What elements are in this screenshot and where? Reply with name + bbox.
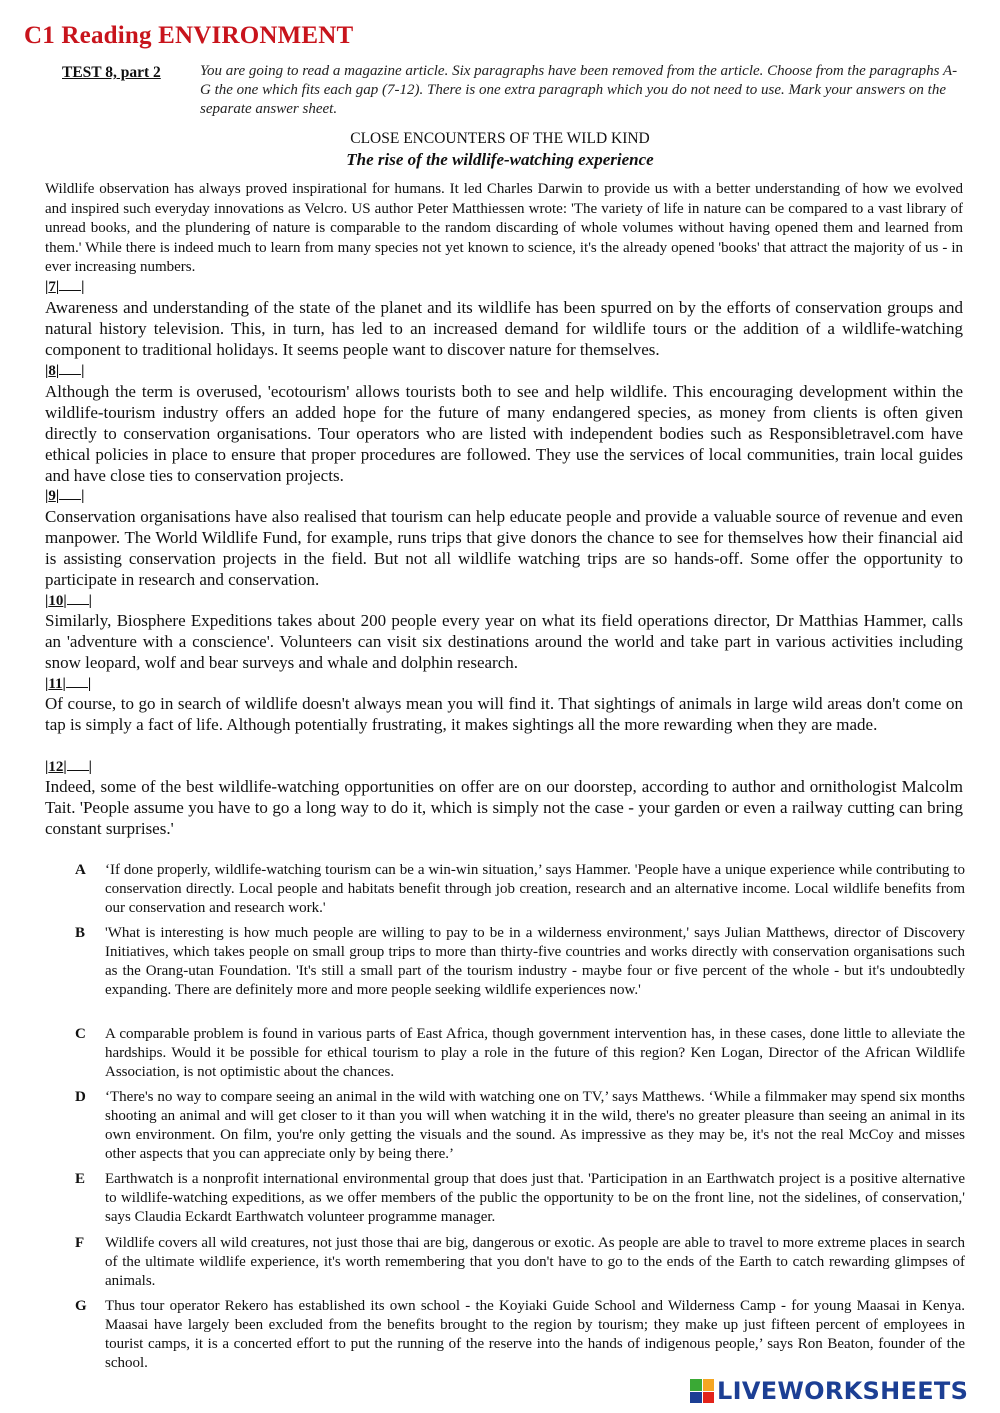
paragraph-8: Although the term is overused, 'ecotourism' allows tourists both to see and help wildlife. This encouraging development within the wildlife-tourism industry offers an added hope for the future of many endangered species, as money from clients is often given directly to conservation organisations. Tour operators who are listed with independent bodies such as Responsibletravel.com have ethical policies in place to ensure that proper procedures are followed. They use the services of local communities, train local guides and have close ties to conservation projects. bbox=[45, 382, 963, 485]
option-letter: B bbox=[75, 925, 86, 941]
option-letter: A bbox=[75, 862, 86, 878]
gap-9[interactable]: |9| | bbox=[45, 488, 85, 504]
option-letter: D bbox=[75, 1089, 86, 1105]
document-title: C1 Reading ENVIRONMENT bbox=[24, 22, 354, 49]
gap-blank[interactable] bbox=[59, 362, 81, 375]
article-subtitle: The rise of the wildlife-watching experience bbox=[346, 150, 654, 169]
gap-number: 9 bbox=[48, 488, 56, 504]
test-label: TEST 8, part 2 bbox=[62, 64, 161, 81]
instructions: You are going to read a magazine article. Six paragraphs have been removed from the article. Choose from the paragraphs A-G the one which fits each gap (7-12). There is one extra paragraph which you do not need to use. Mark your answers on the separate answer sheet. bbox=[200, 63, 958, 117]
gap-number: 7 bbox=[48, 279, 56, 295]
option-letter: G bbox=[75, 1298, 87, 1314]
gap-10[interactable]: |10| | bbox=[45, 593, 92, 609]
logo-square-orange bbox=[703, 1379, 715, 1391]
option-f[interactable] bbox=[75, 1234, 965, 1291]
option-e[interactable] bbox=[75, 1170, 965, 1227]
option-c[interactable] bbox=[75, 1025, 965, 1082]
gap-8[interactable]: |8| | bbox=[45, 363, 85, 379]
option-text: Earthwatch is a nonprofit international environmental group that does just that. 'Participation in an Earthwatch project is a positive alternative to wildlife-watching expeditions, as we offer members of the public the opportunity to be on the front line, not the sidelines, of conservation,' says Claudia Eckardt Earthwatch volunteer programme manager. bbox=[105, 1171, 965, 1225]
option-letter: E bbox=[75, 1171, 86, 1187]
option-a[interactable] bbox=[75, 861, 965, 918]
option-text: ‘If done properly, wildlife-watching tourism can be a win-win situation,’ says Hammer. 'People have a unique experience while contributing to conservation directly. Local people and habitats benefit through job creation, research and an alternative income. Local wildlife benefits from our conservation and research work.' bbox=[105, 862, 965, 916]
option-text: 'What is interesting is how much people are willing to pay to be in a wilderness environment,' says Julian Matthews, director of Discovery Initiatives, which takes people on small group trips to more than thirty-five countries and works directly with conservation organisations such as the Orang-utan Foundation. 'It's still a small part of the tourism industry - maybe four or five percent of the whole - but it's undoubtedly expanding. There are definitely more and more people seeking wildlife experiences now.' bbox=[105, 925, 965, 998]
logo-icon bbox=[690, 1379, 714, 1403]
option-text: ‘There's no way to compare seeing an animal in the wild with watching one on TV,’ says Matthews. ‘While a filmmaker may spend six months shooting an animal and will get closer to it than you will when watching it in the wild, there's no greater pleasure than seeing an animal in its own environment. On film, you're only getting the visuals and the sound. As impressive as they may be, it's not the real McCoy and misses other aspects that you can appreciate only by being there.’ bbox=[105, 1089, 965, 1162]
logo-square-red bbox=[703, 1392, 715, 1404]
paragraph-9: Conservation organisations have also realised that tourism can help educate people and provide a valuable source of revenue and even manpower. The World Wildlife Fund, for example, runs trips that give donors the chance to see for themselves how their financial aid is assisting conservation projects in the field. But not all wildlife watching trips are so hands-off. Some offer the opportunity to participate in research and conservation. bbox=[45, 507, 963, 589]
paragraph-10: Similarly, Biosphere Expeditions takes about 200 people every year on what its field operations director, Dr Matthias Hammer, calls an 'adventure with a conscience'. Volunteers can visit six destinations around the world and take part in various activities including snow leopard, wolf and bear surveys and whale and dolphin research. bbox=[45, 611, 963, 672]
liveworksheets-logo[interactable] bbox=[690, 1377, 968, 1405]
option-text: A comparable problem is found in various parts of East Africa, though government intervention has, in these cases, done little to alleviate the hardships. Would it be possible for ethical tourism to play a role in the future of this region? Ken Logan, Director of the African Wildlife Association, is not optimistic about the chances. bbox=[105, 1026, 965, 1080]
gap-7[interactable]: |7| | bbox=[45, 279, 85, 295]
paragraph-7: Awareness and understanding of the state of the planet and its wildlife has been spurred on by the efforts of conservation groups and natural history television. This, in turn, has led to an increased demand for wildlife tours or the addition of a wildlife-watching component to traditional holidays. It seems people want to discover nature for themselves. bbox=[45, 298, 963, 359]
logo-text: LIVEWORKSHEETS bbox=[717, 1377, 969, 1405]
option-letter: C bbox=[75, 1026, 86, 1042]
option-g[interactable] bbox=[75, 1297, 965, 1373]
gap-blank[interactable] bbox=[59, 487, 81, 500]
option-b[interactable] bbox=[75, 924, 965, 1000]
gap-11[interactable]: |11| | bbox=[45, 676, 92, 692]
gap-number: 8 bbox=[48, 363, 56, 379]
article-intro: Wildlife observation has always proved inspirational for humans. It led Charles Darwin to provide us with a better understanding of how we evolved and inspired such everyday innovations as Velcro. US author Peter Matthiessen wrote: 'The variety of life in nature can be compared to a vast library of unread books, and the plundering of nature is comparable to the random discarding of whole volumes without having opened them and learned from them.' While there is indeed much to learn from many species not yet known to science, it's the already opened 'books' that attract the majority of us - in ever increasing numbers. bbox=[45, 181, 963, 275]
paragraph-11: Of course, to go in search of wildlife doesn't always mean you will find it. That sightings of animals in large wild areas don't come on tap is simply a fact of life. Although potentially frustrating, it makes sightings all the more rewarding when they are made. bbox=[45, 694, 963, 734]
gap-12[interactable]: |12| | bbox=[45, 759, 92, 775]
option-text: Wildlife covers all wild creatures, not just those thai are big, dangerous or exotic. As people are able to travel to more extreme places in search of the ultimate wildlife experience, it's worth remembering that you don't have to go to the ends of the Earth to catch rewarding glimpses of animals. bbox=[105, 1235, 965, 1289]
gap-blank[interactable] bbox=[59, 278, 81, 291]
logo-square-blue bbox=[690, 1392, 702, 1404]
gap-blank[interactable] bbox=[66, 675, 88, 688]
option-letter: F bbox=[75, 1235, 85, 1251]
gap-number: 12 bbox=[48, 759, 64, 775]
logo-square-green bbox=[690, 1379, 702, 1391]
paragraph-12: Indeed, some of the best wildlife-watching opportunities on offer are on our doorstep, according to author and ornithologist Malcolm Tait. 'People assume you have to go a long way to do it, which is simply not the case - your garden or even a railway cutting can bring constant surprises.' bbox=[45, 777, 963, 838]
article-title: CLOSE ENCOUNTERS OF THE WILD KIND bbox=[350, 130, 650, 147]
option-d[interactable] bbox=[75, 1088, 965, 1164]
option-text: Thus tour operator Rekero has established its own school - the Koyiaki Guide School and Wilderness Camp - for young Maasai in Kenya. Maasai have largely been excluded from the benefits brought to the region by tourism; they make up just fifteen percent of employees in tourist camps, it is a concerted effort to put the running of the reserve into the hands of indigenous people,’ says Ron Beaton, founder of the school. bbox=[105, 1298, 965, 1371]
gap-blank[interactable] bbox=[67, 758, 89, 771]
gap-blank[interactable] bbox=[67, 592, 89, 605]
gap-number: 11 bbox=[48, 676, 63, 692]
gap-number: 10 bbox=[48, 593, 64, 609]
